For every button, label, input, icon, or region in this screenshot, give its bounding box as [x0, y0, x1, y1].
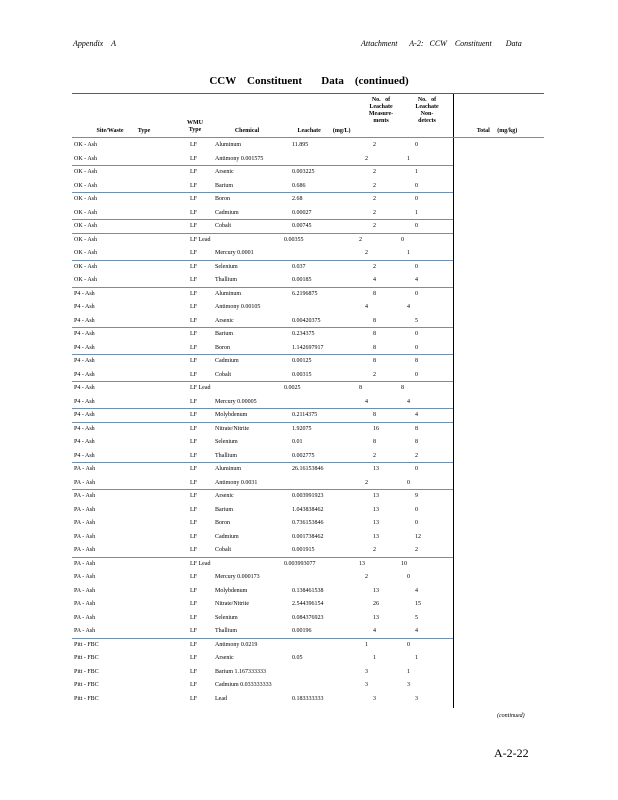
measurements-cell: 3 [373, 695, 376, 702]
leachate-cell: 0.001738462 [292, 533, 324, 540]
nondetects-cell: 8 [415, 425, 418, 432]
measurements-cell: 2 [373, 196, 376, 202]
site-cell: OK - Ash [74, 250, 98, 256]
leachate-cell: 0.01 [292, 439, 303, 445]
nondetects-cell: 8 [401, 385, 404, 391]
nondetects-cell: 0 [415, 331, 418, 337]
measurements-cell: 2 [373, 547, 376, 553]
leachate-cell: 0.084376923 [292, 614, 324, 621]
leachate-cell: 0.001915 [292, 547, 315, 553]
site-cell: Pitt - FBC [74, 682, 99, 688]
site-cell: PA - Ash [74, 587, 96, 594]
measurements-cell: 2 [373, 263, 376, 270]
chemical-cell: Aluminum [215, 142, 242, 148]
wmu-cell: LF [190, 250, 198, 256]
leachate-cell: 0.003991923 [292, 493, 324, 499]
table-row [72, 382, 452, 395]
wmu-cell: LF [190, 182, 198, 189]
wmu-cell: LF [190, 290, 198, 297]
table-row [72, 409, 452, 422]
wmu-cell: LF [190, 169, 198, 175]
site-cell: PA - Ash [74, 506, 96, 513]
wmu-cell: LF [190, 695, 198, 702]
measurements-cell: 8 [373, 412, 376, 418]
table-row [72, 274, 452, 287]
wmu-cell: LF [190, 601, 198, 607]
site-cell: Pitt - FBC [74, 641, 99, 648]
chemical-cell: Aluminum [215, 466, 242, 472]
leachate-cell: 1.043838462 [292, 506, 324, 513]
leachate-cell: 0.686 [292, 182, 306, 189]
wmu-cell: LF [190, 439, 198, 445]
measurements-cell: 26 [373, 601, 379, 607]
wmu-cell: LF [190, 331, 198, 337]
table-row [72, 301, 452, 314]
measurements-cell: 8 [373, 290, 376, 297]
table-row [72, 679, 452, 692]
chemical-cell: Cobalt [215, 371, 231, 378]
chemical-cell: Thallium [215, 452, 237, 459]
chemical-cell: Selenium [215, 439, 238, 445]
measurements-cell: 4 [365, 304, 368, 310]
nondetects-cell: 0 [415, 290, 418, 297]
leachate-cell: 11.895 [292, 142, 309, 148]
leachate-cell: 0.037 [292, 263, 306, 270]
measurements-cell: 13 [359, 560, 365, 567]
site-cell: P4 - Ash [74, 412, 95, 418]
chemical-cell: Nitrate/Nitrite [215, 425, 249, 432]
wmu-cell: LF [190, 398, 198, 405]
measurements-cell: 2 [373, 223, 376, 229]
wmu-cell: LF [190, 668, 198, 675]
nondetects-cell: 10 [401, 560, 407, 567]
wmu-cell: LF Lead [190, 236, 211, 243]
wmu-cell: LF [190, 317, 198, 324]
leachate-cell: 0.05 [292, 655, 303, 661]
nondetects-cell: 1 [407, 155, 410, 162]
nondetects-cell: 0 [415, 223, 418, 229]
wmu-cell: LF [190, 587, 198, 594]
measurements-cell: 13 [373, 466, 379, 472]
chemical-cell: Arsenic [215, 169, 234, 175]
leachate-cell: 1.142697917 [292, 344, 324, 351]
wmu-cell: LF [190, 142, 198, 148]
wmu-cell: LF [190, 493, 198, 499]
table-row [72, 450, 452, 463]
nondetects-cell: 1 [407, 668, 410, 675]
wmu-cell: LF [190, 344, 198, 351]
nondetects-cell: 0 [415, 142, 418, 148]
leachate-cell: 0.234375 [292, 331, 315, 337]
site-cell: P4 - Ash [74, 398, 95, 405]
site-cell: Pitt - FBC [74, 695, 99, 702]
measurements-cell: 2 [359, 236, 362, 243]
table-row [72, 436, 452, 449]
chemical-cell: Molybdenum [215, 587, 248, 594]
table-row [72, 288, 452, 301]
measurements-cell: 2 [373, 169, 376, 175]
site-cell: P4 - Ash [74, 371, 95, 378]
table-row [72, 639, 452, 652]
chemical-cell: Barium [215, 506, 233, 513]
chemical-cell: Aluminum [215, 290, 242, 297]
measurements-cell: 13 [373, 520, 379, 526]
table-row [72, 490, 452, 503]
nondetects-cell: 0 [415, 196, 418, 202]
nondetects-cell: 1 [407, 250, 410, 256]
wmu-cell: LF [190, 506, 198, 513]
nondetects-cell: 1 [415, 169, 418, 175]
table-row [72, 666, 452, 679]
site-cell: OK - Ash [74, 209, 98, 216]
nondetects-cell: 5 [415, 317, 418, 324]
chemical-cell: Nitrate/Nitrite [215, 601, 249, 607]
nondetects-cell: 3 [415, 695, 418, 702]
measurements-cell: 8 [373, 331, 376, 337]
nondetects-cell: 0 [415, 182, 418, 189]
site-cell: PA - Ash [74, 547, 96, 553]
site-cell: OK - Ash [74, 263, 98, 270]
chemical-cell: Cadmium 0.033333333 [215, 682, 272, 688]
nondetects-cell: 4 [415, 628, 418, 634]
leachate-cell: 0.00185 [292, 277, 312, 283]
table-row [72, 328, 452, 341]
wmu-cell: LF [190, 452, 198, 459]
leachate-cell: 0.00355 [284, 236, 304, 243]
table-row [72, 531, 452, 544]
measurements-cell: 8 [373, 439, 376, 445]
site-cell: P4 - Ash [74, 452, 95, 459]
wmu-cell: LF [190, 209, 198, 216]
site-cell: OK - Ash [74, 277, 98, 283]
header-site-waste: Site/Waste [96, 128, 124, 134]
leachate-cell: 2.68 [292, 196, 303, 202]
table-row [72, 139, 452, 152]
chemical-cell: Arsenic [215, 317, 234, 324]
measurements-cell: 2 [373, 209, 376, 216]
chemical-cell: Barium 1.167333333 [215, 668, 266, 675]
leachate-cell: 0.00315 [292, 371, 312, 378]
measurements-cell: 1 [373, 655, 376, 661]
site-cell: OK - Ash [74, 169, 98, 175]
wmu-cell: LF [190, 466, 198, 472]
measurements-cell: 13 [373, 587, 379, 594]
measurements-cell: 8 [359, 385, 362, 391]
table-row [72, 585, 452, 598]
site-cell: PA - Ash [74, 601, 96, 607]
measurements-cell: 16 [373, 425, 379, 432]
leachate-cell: 0.00027 [292, 209, 312, 216]
leachate-cell: 0.736153846 [292, 520, 324, 526]
chemical-cell: Boron [215, 344, 230, 351]
wmu-cell: LF [190, 196, 198, 202]
wmu-cell: LF Lead [190, 385, 211, 391]
nondetects-cell: 2 [415, 547, 418, 553]
site-cell: P4 - Ash [74, 290, 95, 297]
table-row [72, 571, 452, 584]
table-row [72, 517, 452, 530]
wmu-cell: LF [190, 263, 198, 270]
header-wmu-type: WMU Type [187, 120, 203, 133]
wmu-cell: LF [190, 614, 198, 621]
chemical-cell: Arsenic [215, 493, 234, 499]
table-row [72, 504, 452, 517]
table-row [72, 693, 452, 706]
nondetects-cell: 4 [407, 398, 410, 405]
site-cell: PA - Ash [74, 614, 96, 621]
measurements-cell: 2 [373, 142, 376, 148]
leachate-cell: 0.00420375 [292, 317, 321, 324]
table-row [72, 369, 452, 382]
site-cell: PA - Ash [74, 574, 96, 580]
table-title: CCW Constituent Data (continued) [209, 75, 409, 87]
measurements-cell: 2 [365, 574, 368, 580]
site-cell: OK - Ash [74, 182, 98, 189]
chemical-cell: Antimony 0.0219 [215, 641, 258, 648]
measurements-cell: 8 [373, 317, 376, 324]
table-row [72, 207, 452, 220]
table-row [72, 342, 452, 355]
leachate-cell: 0.183333333 [292, 695, 324, 702]
chemical-cell: Cadmium [215, 533, 239, 540]
chemical-cell: Mercury 0.00005 [215, 398, 257, 405]
leachate-cell: 0.00745 [292, 223, 312, 229]
chemical-cell: Selenium [215, 614, 238, 621]
table-top-rule [72, 93, 544, 94]
wmu-cell: LF [190, 425, 198, 432]
leachate-cell: 0.138461538 [292, 587, 324, 594]
nondetects-cell: 1 [415, 209, 418, 216]
continued-note: (continued) [497, 713, 525, 719]
chemical-cell: Molybdenum [215, 412, 248, 418]
header-rule [72, 137, 544, 138]
measurements-cell: 2 [373, 452, 376, 459]
leachate-cell: 26.16153846 [292, 466, 324, 472]
table-row [72, 423, 452, 436]
nondetects-cell: 4 [415, 587, 418, 594]
table-row [72, 220, 452, 233]
nondetects-cell: 0 [415, 506, 418, 513]
chemical-cell: Cadmium [215, 358, 239, 364]
site-cell: P4 - Ash [74, 304, 95, 310]
wmu-cell: LF [190, 412, 198, 418]
site-cell: Pitt - FBC [74, 668, 99, 675]
leachate-cell: 0.003993077 [284, 560, 316, 567]
site-cell: OK - Ash [74, 223, 98, 229]
site-cell: P4 - Ash [74, 425, 95, 432]
wmu-cell: LF [190, 155, 198, 162]
running-header-left: Appendix A [73, 39, 116, 48]
table-row [72, 315, 452, 328]
table-row [72, 180, 452, 193]
nondetects-cell: 8 [415, 439, 418, 445]
table-row [72, 463, 452, 476]
site-cell: PA - Ash [74, 479, 96, 486]
table-row [72, 166, 452, 179]
nondetects-cell: 0 [415, 344, 418, 351]
wmu-cell: LF [190, 641, 198, 648]
leachate-cell: 0.00125 [292, 358, 312, 364]
site-cell: PA - Ash [74, 466, 96, 472]
site-cell: PA - Ash [74, 493, 96, 499]
measurements-cell: 4 [373, 628, 376, 634]
chemical-cell: Boron [215, 520, 230, 526]
measurements-cell: 2 [365, 155, 368, 162]
constituent-table [72, 92, 544, 708]
nondetects-cell: 5 [415, 614, 418, 621]
wmu-cell: LF [190, 371, 198, 378]
running-header-right: Attachment A-2: CCW Constituent Data [361, 39, 522, 48]
measurements-cell: 3 [365, 668, 368, 675]
table-row [72, 625, 452, 638]
table-row [72, 396, 452, 409]
nondetects-cell: 0 [407, 574, 410, 580]
table-row [72, 544, 452, 557]
chemical-cell: Thallium [215, 277, 237, 283]
site-cell: OK - Ash [74, 196, 98, 202]
measurements-cell: 13 [373, 506, 379, 513]
nondetects-cell: 8 [415, 358, 418, 364]
table-row [72, 153, 452, 166]
nondetects-cell: 0 [407, 479, 410, 486]
header-num-measurements: No. of Leachate Measure- ments [368, 97, 394, 124]
measurements-cell: 13 [373, 493, 379, 499]
wmu-cell: LF [190, 682, 198, 688]
table-row [72, 234, 452, 247]
wmu-cell: LF [190, 533, 198, 540]
measurements-cell: 4 [373, 277, 376, 283]
measurements-cell: 1 [365, 641, 368, 648]
wmu-cell: LF [190, 574, 198, 580]
wmu-cell: LF [190, 358, 198, 364]
chemical-cell: Barium [215, 331, 233, 337]
chemical-cell: Thallium [215, 628, 237, 634]
site-cell: PA - Ash [74, 520, 96, 526]
nondetects-cell: 0 [415, 520, 418, 526]
site-cell: P4 - Ash [74, 331, 95, 337]
table-row [72, 652, 452, 665]
leachate-cell: 2.544396154 [292, 601, 324, 607]
header-leachate: Leachate (mg/L) [297, 128, 351, 134]
chemical-cell: Barium [215, 182, 233, 189]
site-cell: OK - Ash [74, 155, 98, 162]
table-row [72, 477, 452, 490]
table-row [72, 558, 452, 571]
table-row [72, 247, 452, 260]
chemical-cell: Cadmium [215, 209, 239, 216]
wmu-cell: LF [190, 304, 198, 310]
leachate-cell: 0.002775 [292, 452, 315, 459]
nondetects-cell: 0 [407, 641, 410, 648]
wmu-cell: LF [190, 277, 198, 283]
chemical-cell: Antimony 0.00105 [215, 304, 261, 310]
table-row [72, 355, 452, 368]
site-cell: P4 - Ash [74, 344, 95, 351]
chemical-cell: Mercury 0.000173 [215, 574, 260, 580]
nondetects-cell: 3 [407, 682, 410, 688]
chemical-cell: Selenium [215, 263, 238, 270]
nondetects-cell: 9 [415, 493, 418, 499]
measurements-cell: 2 [365, 250, 368, 256]
measurements-cell: 2 [373, 182, 376, 189]
leachate-cell: 0.00196 [292, 628, 312, 634]
measurements-cell: 2 [365, 479, 368, 486]
table-row [72, 612, 452, 625]
nondetects-cell: 15 [415, 601, 421, 607]
site-cell: P4 - Ash [74, 358, 95, 364]
column-divider [453, 94, 454, 708]
page-number: A-2-22 [494, 746, 529, 760]
site-cell: P4 - Ash [74, 439, 95, 445]
leachate-cell: 0.0025 [284, 385, 301, 391]
nondetects-cell: 0 [415, 466, 418, 472]
chemical-cell: Boron [215, 196, 230, 202]
wmu-cell: LF [190, 628, 198, 634]
leachate-cell: 1.92075 [292, 425, 312, 432]
measurements-cell: 13 [373, 614, 379, 621]
site-cell: PA - Ash [74, 533, 96, 540]
site-cell: P4 - Ash [74, 385, 95, 391]
site-cell: OK - Ash [74, 142, 98, 148]
header-num-nondetects: No. of Leachate Non- detects [415, 97, 439, 124]
chemical-cell: Cobalt [215, 547, 231, 553]
nondetects-cell: 4 [415, 412, 418, 418]
site-cell: PA - Ash [74, 560, 96, 567]
wmu-cell: LF [190, 547, 198, 553]
nondetects-cell: 1 [415, 655, 418, 661]
wmu-cell: LF [190, 520, 198, 526]
wmu-cell: LF [190, 655, 198, 661]
chemical-cell: Antimony 0.0031 [215, 479, 258, 486]
site-cell: OK - Ash [74, 236, 98, 243]
measurements-cell: 2 [373, 371, 376, 378]
header-chemical: Chemical [234, 128, 260, 134]
table-row [72, 193, 452, 206]
measurements-cell: 8 [373, 358, 376, 364]
wmu-cell: LF [190, 479, 198, 486]
chemical-cell: Lead [215, 695, 227, 702]
table-row [72, 598, 452, 611]
chemical-cell: Cobalt [215, 223, 231, 229]
header-type: Type [137, 128, 151, 134]
wmu-cell: LF [190, 223, 198, 229]
measurements-cell: 8 [373, 344, 376, 351]
nondetects-cell: 12 [415, 533, 421, 540]
measurements-cell: 3 [365, 682, 368, 688]
measurements-cell: 4 [365, 398, 368, 405]
site-cell: P4 - Ash [74, 317, 95, 324]
leachate-cell: 0.2114375 [292, 412, 318, 418]
measurements-cell: 13 [373, 533, 379, 540]
nondetects-cell: 0 [415, 371, 418, 378]
nondetects-cell: 4 [407, 304, 410, 310]
nondetects-cell: 0 [401, 236, 404, 243]
table-row [72, 261, 452, 274]
nondetects-cell: 4 [415, 277, 418, 283]
header-total: Total (mg/kg) [476, 128, 518, 134]
nondetects-cell: 0 [415, 263, 418, 270]
nondetects-cell: 2 [415, 452, 418, 459]
chemical-cell: Arsenic [215, 655, 234, 661]
leachate-cell: 0.003225 [292, 169, 315, 175]
site-cell: PA - Ash [74, 628, 96, 634]
chemical-cell: Mercury 0.0001 [215, 250, 254, 256]
wmu-cell: LF Lead [190, 560, 211, 567]
leachate-cell: 6.2196875 [292, 290, 318, 297]
chemical-cell: Antimony 0.001575 [215, 155, 264, 162]
site-cell: Pitt - FBC [74, 655, 99, 661]
